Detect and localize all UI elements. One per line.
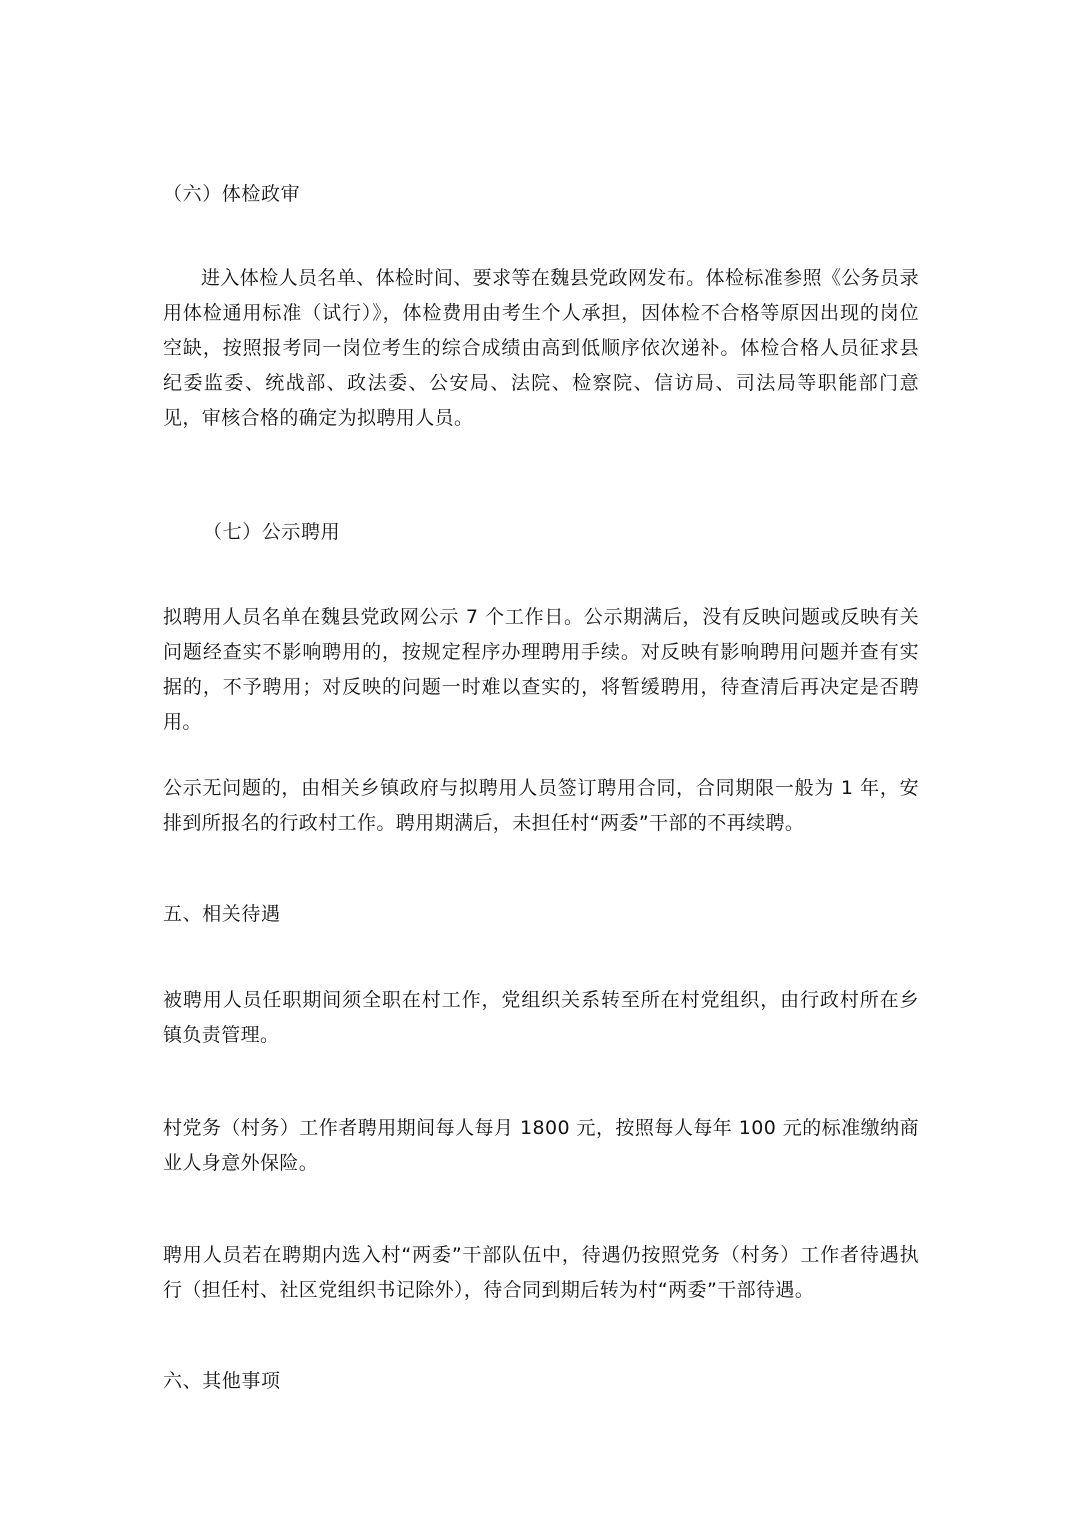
paragraph-physical-exam: 进入体检人员名单、体检时间、要求等在魏县党政网发布。体检标准参照《公务员录用体检通用标准（试行）》，体检费用由考生个人承担，因体检不合格等原因出现的岗位空缺，按照报考同一岗位考生的综合成绩由高到低顺序依次递补。体检合格人员征求县纪委监委、统战部、政法委、公安局、法院、检察院、信访局、司法局等职能部门意见，审核合格的确定为拟聘用人员。 [163, 267, 919, 429]
paragraph-publicity-1: 拟聘用人员名单在魏县党政网公示 7 个工作日。公示期满后，没有反映问题或反映有关问题经查实不影响聘用的，按规定程序办理聘用手续。对反映有影响聘用问题并查有实据的，不予聘用；对反映的问题一时难以查实的，将暂缓聘用，待查清后再决定是否聘用。 [163, 606, 919, 733]
paragraph-benefits-3: 聘用人员若在聘期内选入村“两委”干部队伍中，待遇仍按照党务（村务）工作者待遇执行（担任村、社区党组织书记除外），待合同到期后转为村“两委”干部待遇。 [163, 1244, 919, 1301]
section-heading-physical-exam: （六）体检政审 [163, 183, 301, 205]
paragraph-publicity-2: 公示无问题的，由相关乡镇政府与拟聘用人员签订聘用合同，合同期限一般为 1 年，安排到所报名的行政村工作。聘用期满后，未担任村“两委”干部的不再续聘。 [163, 777, 919, 834]
paragraph-benefits-2: 村党务（村务）工作者聘用期间每人每月 1800 元，按照每人每年 100 元的标准缴纳商业人身意外保险。 [163, 1117, 919, 1174]
section-heading-publicity: （七）公示聘用 [203, 521, 341, 543]
paragraph-benefits-1: 被聘用人员任职期间须全职在村工作，党组织关系转至所在村党组织，由行政村所在乡镇负责管理。 [163, 989, 919, 1046]
part-heading-other-matters: 六、其他事项 [163, 1370, 281, 1392]
part-heading-benefits: 五、相关待遇 [163, 903, 281, 925]
